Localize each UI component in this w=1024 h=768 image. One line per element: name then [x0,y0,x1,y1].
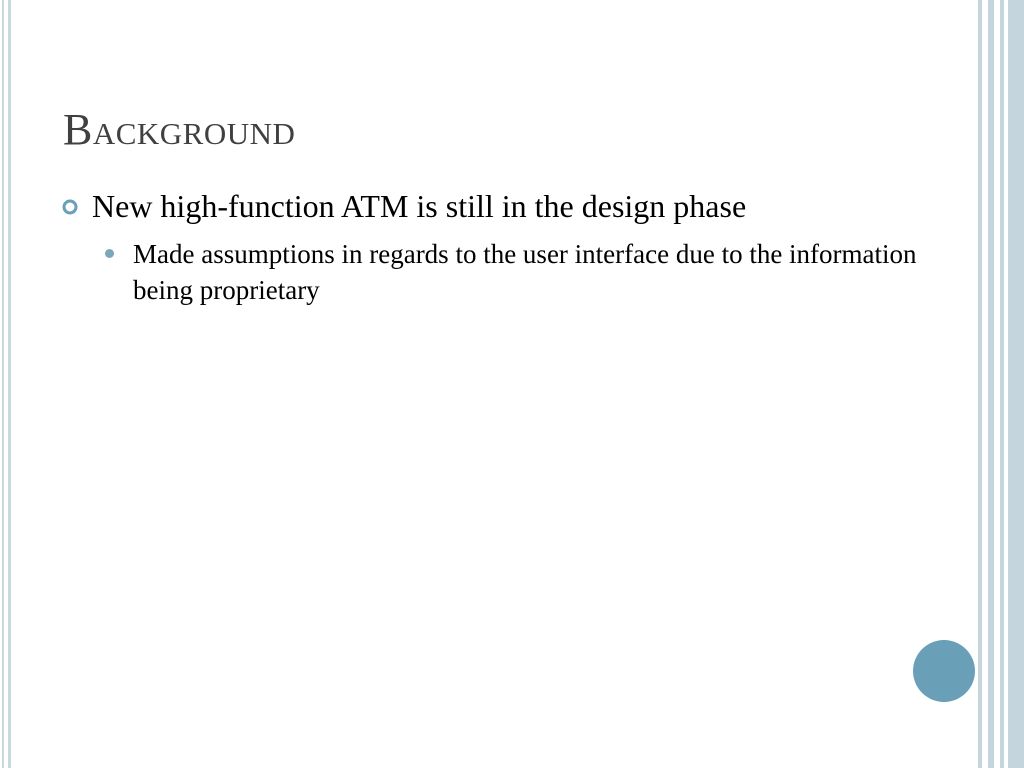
right-decorative-stripe [978,0,982,768]
bullet-text: New high-function ATM is still in the design phase [92,188,747,224]
right-decorative-stripe [1000,0,1004,768]
left-border-line [8,0,11,768]
dot-bullet-icon [105,249,114,258]
right-decorative-stripe [988,0,994,768]
left-border-line [2,0,4,768]
sub-bullet-item [105,236,980,308]
circle-decoration [913,640,975,702]
sub-bullet-text: Made assumptions in regards to the user interface due to the information being proprietary [133,239,917,305]
ring-bullet-icon [62,199,78,215]
slide-title: Background [63,105,296,154]
bullet-item [62,186,962,226]
right-decorative-stripe [1008,0,1024,768]
